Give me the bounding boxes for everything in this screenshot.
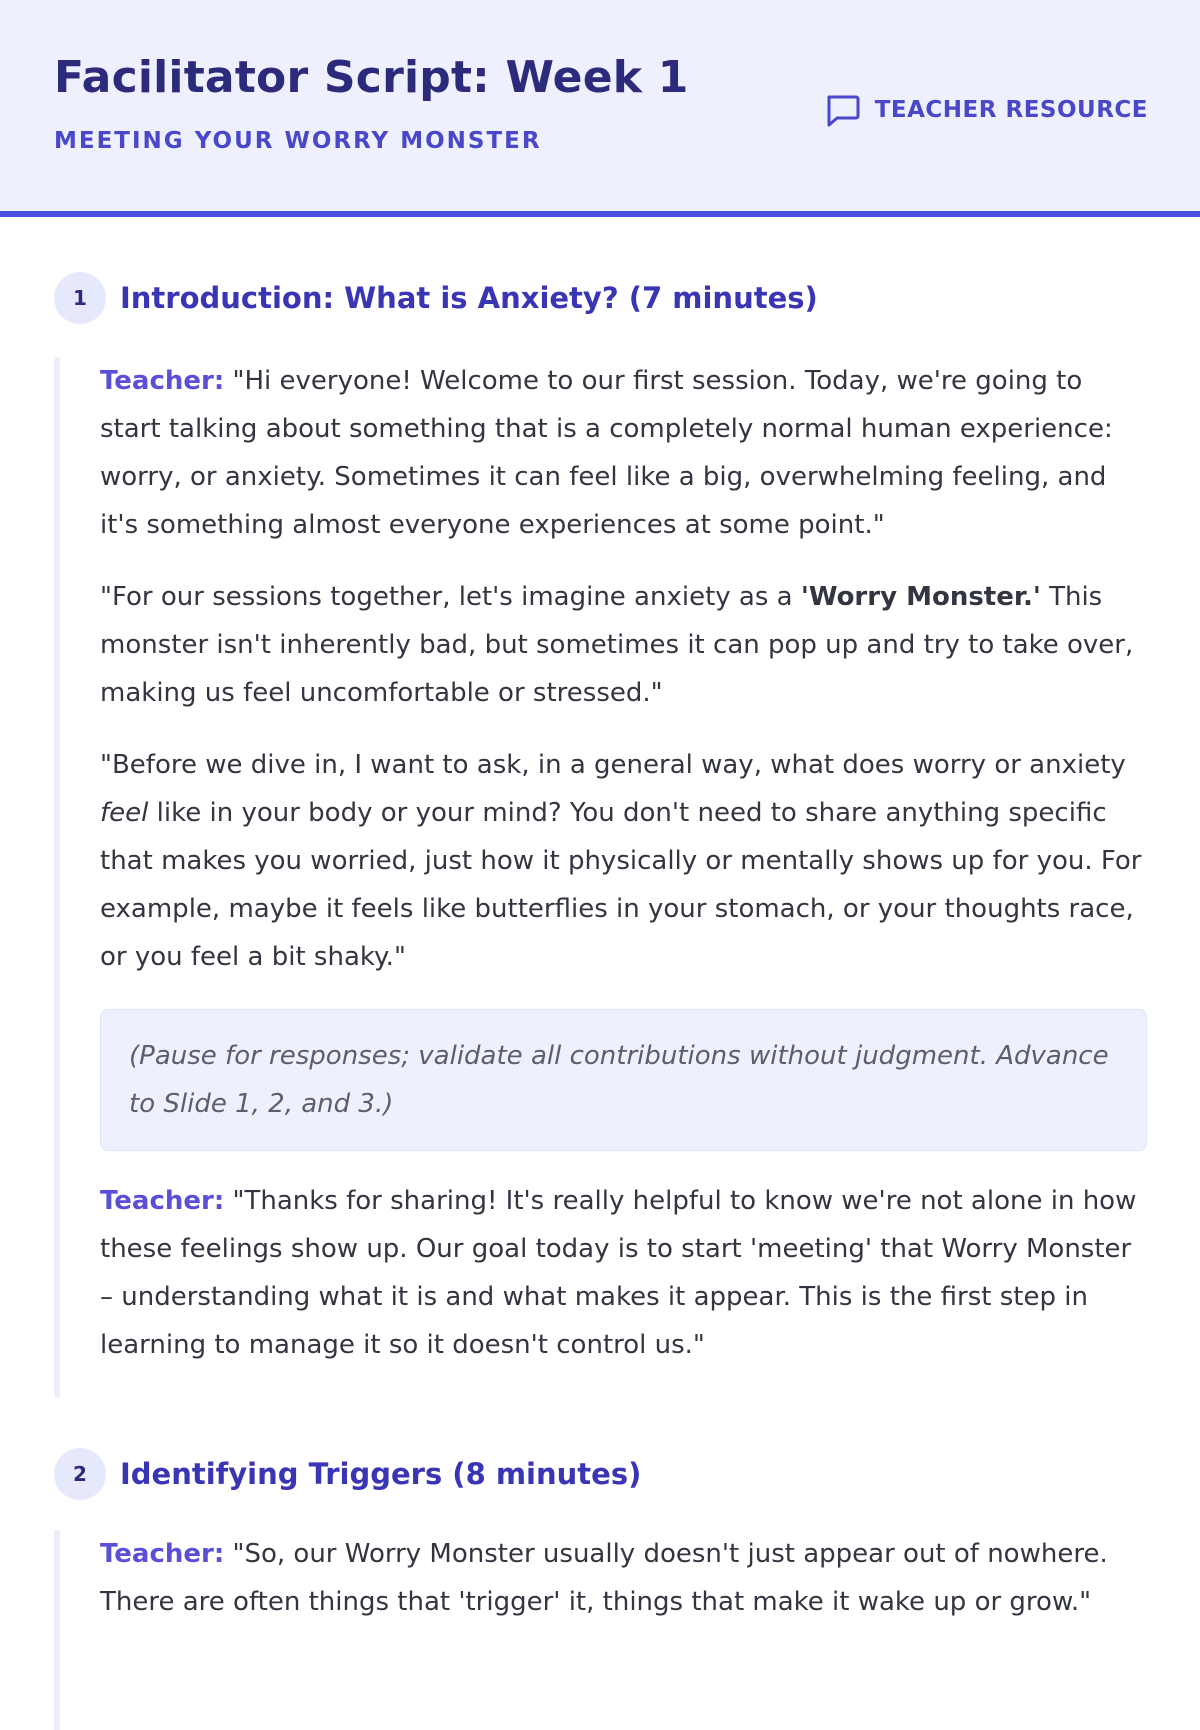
dialogue-text: "Hi everyone! Welcome to our first session. Today, we're going to start talking about something that is a completely normal human experience: worry, or anxiety. Sometimes it can feel like a big, overwhelming feeling, and it's something almost everyone experiences at some point." bbox=[100, 366, 1113, 540]
section-number-badge: 2 bbox=[54, 1448, 106, 1500]
speaker-label: Teacher: bbox=[100, 366, 225, 396]
script-paragraph bbox=[100, 1177, 1147, 1369]
section-number-badge: 1 bbox=[54, 272, 106, 324]
section-title: Introduction: What is Anxiety? (7 minutes) bbox=[120, 281, 818, 315]
facilitator-note: (Pause for responses; validate all contributions without judgment. Advance to Slide 1, 2, and 3.) bbox=[100, 1009, 1147, 1151]
script-paragraph bbox=[100, 573, 1147, 717]
emphasis-text: 'Worry Monster.' bbox=[800, 582, 1041, 612]
script-paragraph bbox=[100, 741, 1147, 981]
page-header bbox=[0, 0, 1200, 217]
dialogue-text: like in your body or your mind? You don't need to share anything specific that makes you worried, just how it physically or mentally shows up for you. For example, maybe it feels like butterflies in your stomach, or your thoughts race, or you feel a bit shaky." bbox=[100, 798, 1142, 972]
dialogue-text: "Before we dive in, I want to ask, in a general way, what does worry or anxiety bbox=[100, 750, 1126, 780]
section-title: Identifying Triggers (8 minutes) bbox=[120, 1457, 642, 1491]
section-1-script bbox=[54, 357, 1147, 1397]
speaker-label: Teacher: bbox=[100, 1539, 225, 1569]
dialogue-text: "So, our Worry Monster usually doesn't just appear out of nowhere. There are often things that 'trigger' it, things that make it wake up or grow." bbox=[100, 1539, 1108, 1617]
dialogue-text: This monster isn't inherently bad, but sometimes it can pop up and try to take over, making us feel uncomfortable or stressed." bbox=[100, 582, 1134, 708]
page-title: Facilitator Script: Week 1 bbox=[54, 52, 689, 103]
section-2-heading bbox=[54, 1448, 641, 1500]
script-paragraph bbox=[100, 1530, 1147, 1626]
speaker-label: Teacher: bbox=[100, 1186, 225, 1216]
section-1-heading bbox=[54, 272, 818, 324]
teacher-resource-label: TEACHER RESOURCE bbox=[874, 97, 1148, 123]
script-paragraph bbox=[100, 357, 1147, 549]
dialogue-text: "For our sessions together, let's imagine anxiety as a bbox=[100, 582, 801, 612]
teacher-resource-tag bbox=[823, 90, 1148, 130]
dialogue-text: "Thanks for sharing! It's really helpful to know we're not alone in how these feelings show up. Our goal today is to start 'meeting' that Worry Monster – understanding what it is and what makes it appear. This is the first step in learning to manage it so it doesn't control us." bbox=[100, 1186, 1137, 1360]
section-2-script bbox=[54, 1530, 1147, 1730]
emphasis-text: feel bbox=[100, 798, 149, 828]
speech-bubble-icon bbox=[823, 90, 863, 130]
page-subtitle: MEETING YOUR WORRY MONSTER bbox=[54, 128, 542, 154]
